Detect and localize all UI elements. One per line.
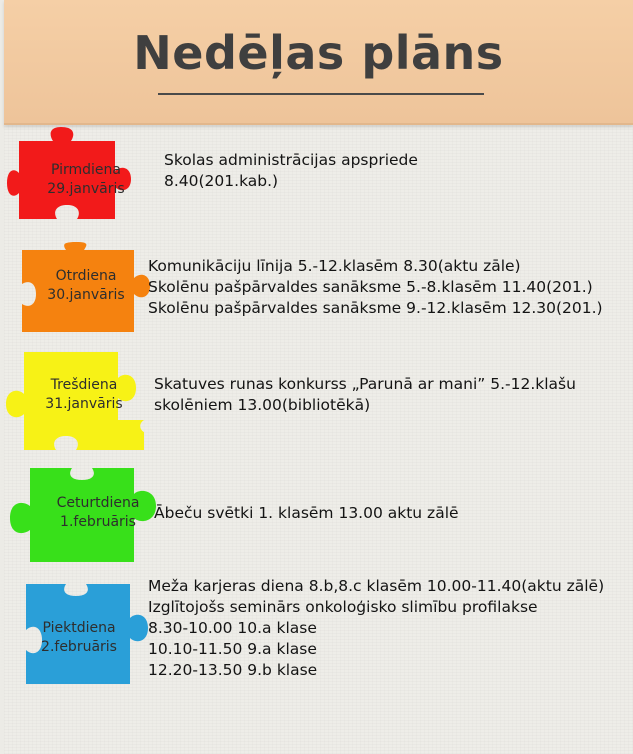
day-label-friday	[26, 619, 132, 657]
event-line: 8.30-10.00 10.a klase	[148, 619, 317, 637]
event-line: Skolēnu pašpārvaldes sanāksme 5.-8.klasēm 11.40(201.)	[148, 278, 593, 296]
event-line: Skolēnu pašpārvaldes sanāksme 9.-12.klasēm 12.30(201.)	[148, 299, 603, 317]
events-friday	[148, 576, 604, 681]
event-line: 10.10-11.50 9.a klase	[148, 640, 317, 658]
day-label-thursday	[32, 494, 164, 532]
day-label-monday	[26, 161, 146, 199]
day-name: Piektdiena	[42, 620, 116, 636]
event-line: Ābeču svētki 1. klasēm 13.00 aktu zālē	[154, 504, 459, 522]
day-name: Trešdiena	[50, 377, 118, 393]
day-name: Pirmdiena	[50, 162, 121, 178]
event-line: Meža karjeras diena 8.b,8.c klasēm 10.00-11.40(aktu zālē)	[148, 577, 605, 595]
weekly-plan-page	[4, 0, 633, 754]
event-line: Skolas administrācijas apspriede	[164, 151, 418, 169]
title-underline	[158, 93, 484, 95]
events-monday	[164, 150, 418, 192]
event-line: Skatuves runas konkurss „Parunā ar mani” 5.-12.klašu	[154, 375, 576, 393]
day-date: 31.janvāris	[45, 396, 123, 412]
event-line: Izglītojošs seminārs onkoloģisko slimību profilakse	[148, 598, 538, 616]
day-label-tuesday	[30, 267, 142, 305]
events-tuesday	[148, 256, 603, 319]
day-name: Ceturtdiena	[56, 495, 140, 511]
day-date: 30.janvāris	[47, 287, 125, 303]
events-thursday	[154, 503, 459, 524]
event-line: Komunikāciju līnija 5.-12.klasēm 8.30(aktu zāle)	[148, 257, 521, 275]
day-name: Otrdiena	[55, 268, 117, 284]
day-date: 2.februāris	[41, 639, 117, 655]
page-title: Nedēļas plāns	[133, 26, 504, 80]
events-wednesday	[154, 374, 576, 416]
header-banner	[4, 0, 633, 125]
event-line: 8.40(201.kab.)	[164, 172, 279, 190]
day-date: 29.janvāris	[47, 181, 125, 197]
event-line: 12.20-13.50 9.b klase	[148, 661, 318, 679]
day-date: 1.februāris	[60, 514, 136, 530]
day-label-wednesday	[22, 376, 146, 414]
event-line: skolēniem 13.00(bibliotēkā)	[154, 396, 371, 414]
